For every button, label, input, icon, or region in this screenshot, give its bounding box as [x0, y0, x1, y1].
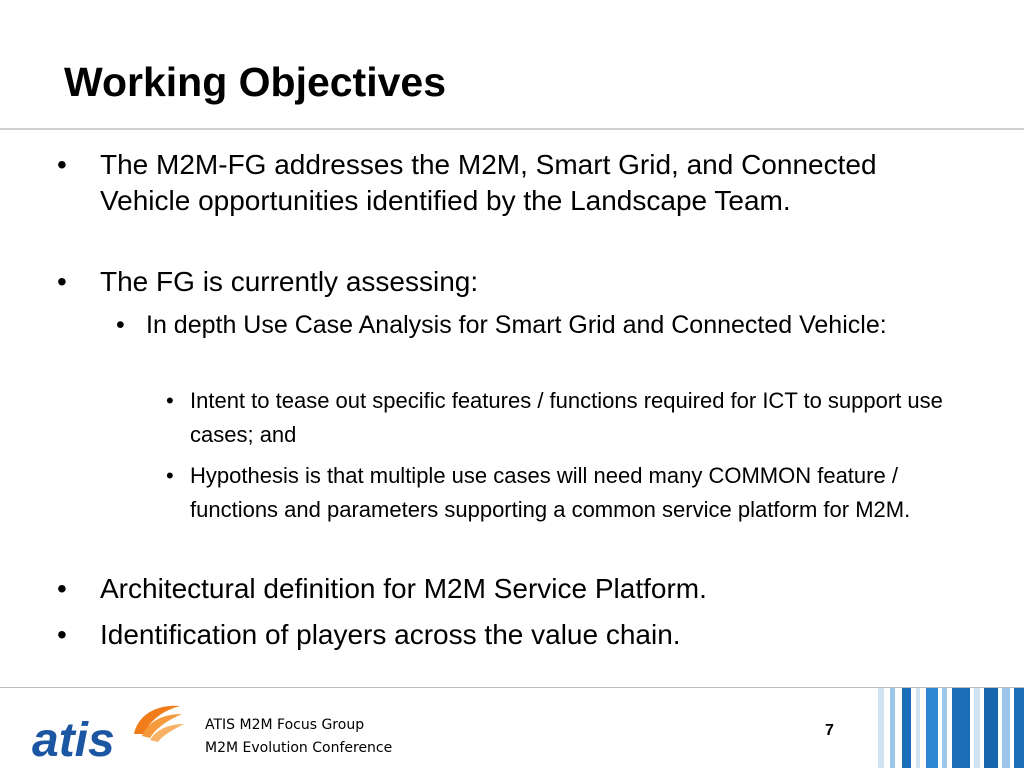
footer-event: M2M Evolution Conference: [205, 740, 393, 756]
bullet-item: [57, 617, 900, 653]
bullet-marker: •: [166, 388, 174, 413]
sub-sub-bullet-item: [166, 384, 950, 452]
sub-bullet-item: [116, 309, 976, 341]
footer-org: ATIS M2M Focus Group: [205, 717, 365, 733]
decorative-stripes: [870, 688, 1024, 768]
bullet-item: [57, 147, 900, 219]
page-number: 7: [825, 722, 834, 739]
bullet-text: Intent to tease out specific features / functions required for ICT to support use cases; and: [190, 388, 943, 447]
bullet-text: Hypothesis is that multiple use cases will need many COMMON feature / functions and parameters supporting a common service platform for M2M.: [190, 463, 911, 522]
bullet-text: In depth Use Case Analysis for Smart Grid and Connected Vehicle:: [146, 311, 887, 339]
bullet-item: [57, 571, 900, 607]
atis-logo-text: atis: [32, 714, 115, 762]
bullet-marker: •: [166, 463, 174, 488]
sub-sub-bullet-item: [166, 459, 950, 527]
bullet-marker: •: [57, 266, 67, 297]
bullet-marker: •: [116, 311, 125, 339]
bullet-text: Identification of players across the value chain.: [100, 619, 681, 650]
atis-logo: [30, 700, 190, 762]
bullet-marker: •: [57, 149, 67, 180]
bullet-item: [57, 264, 900, 300]
slide-title: Working Objectives: [64, 59, 447, 105]
title-divider: [0, 128, 1024, 130]
bullet-marker: •: [57, 619, 67, 650]
bullet-text: The FG is currently assessing:: [100, 266, 479, 297]
bullet-text: Architectural definition for M2M Service Platform.: [100, 573, 707, 604]
bullet-text: The M2M-FG addresses the M2M, Smart Grid, and Connected Vehicle opportunities identified by the Landscape Team.: [100, 149, 877, 216]
bullet-marker: •: [57, 573, 67, 604]
